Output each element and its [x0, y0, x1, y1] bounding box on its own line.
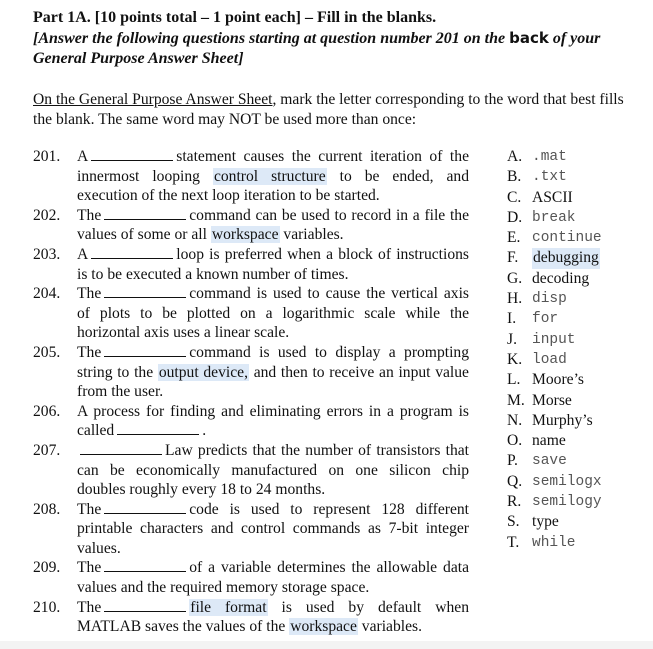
- question-text-segment: The: [77, 285, 102, 303]
- question-item: [33, 500, 469, 559]
- option-word: while: [532, 534, 576, 551]
- question-item: [33, 441, 469, 500]
- question-text-segment: The: [77, 559, 102, 577]
- question-text-segment: The: [77, 343, 102, 361]
- option-word: debugging: [532, 248, 600, 268]
- section-title: Part 1A. [10 points total – 1 point each] – Fill in the blanks.: [33, 9, 437, 26]
- option-letter: I.: [507, 310, 517, 328]
- option-letter: P.: [507, 452, 518, 470]
- question-text-segment: .: [202, 422, 207, 440]
- question-text: [77, 147, 469, 206]
- question-text-segment: of a variable determines the allowable data values and the required memory storage space.: [77, 559, 469, 597]
- question-text: [77, 598, 469, 637]
- option-word: break: [532, 209, 576, 226]
- instruction-emphasis: back: [509, 29, 549, 47]
- option-letter: G.: [507, 269, 523, 287]
- option-item: [507, 309, 602, 329]
- option-word: decoding: [532, 269, 590, 287]
- option-word: semilogy: [532, 494, 602, 511]
- question-text-segment: command is used to cause the vertical axis of plots to be plotted on a logarithmic scale while the horizontal axis uses a linear scale.: [77, 285, 469, 342]
- answer-blank: [117, 422, 199, 435]
- question-text-segment: variables.: [279, 226, 344, 244]
- question-text: [77, 558, 469, 597]
- option-letter: M.: [507, 391, 525, 409]
- directions: [33, 90, 645, 130]
- option-item: [507, 147, 602, 167]
- answer-blank: [104, 599, 186, 612]
- question-text-segment: loop is preferred when a block of instructions is to be executed a known number of times.: [77, 245, 469, 283]
- option-letter: K.: [507, 350, 523, 368]
- option-letter: B.: [507, 168, 522, 186]
- option-letter: S.: [507, 513, 520, 531]
- question-number: 205.: [33, 343, 61, 361]
- option-word: load: [532, 351, 567, 368]
- option-letter: E.: [507, 229, 521, 247]
- instruction-text: [Answer the following questions starting at question number 201 on the: [33, 30, 510, 47]
- answer-blank: [104, 559, 186, 572]
- option-item: [507, 330, 602, 350]
- option-word: .txt: [532, 169, 567, 186]
- question-text-segment: command can be used to record in a file the values of some or all: [77, 206, 469, 244]
- answer-blank: [80, 442, 162, 455]
- option-letter: O.: [507, 432, 523, 450]
- highlighted-term: output device,: [158, 363, 248, 381]
- highlighted-term: file format: [190, 598, 267, 616]
- option-letter: R.: [507, 493, 522, 511]
- option-word: Moore’s: [532, 371, 584, 389]
- option-letter: J.: [507, 330, 517, 348]
- question-text-segment: The: [77, 598, 102, 616]
- question-text-segment: variables.: [357, 618, 422, 636]
- question-text-segment: statement causes the current iteration of the innermost looping: [77, 148, 469, 185]
- option-item: [507, 431, 602, 451]
- option-item: [507, 391, 602, 411]
- option-letter: F.: [507, 249, 519, 267]
- question-text-segment: A process for finding and eliminating errors in a program is called: [77, 402, 469, 440]
- option-letter: T.: [507, 533, 520, 551]
- question-item: [33, 245, 469, 284]
- option-word: save: [532, 453, 567, 470]
- directions-text: , mark the letter corresponding to the word that best fills the blank. The same word may NOT be used more than once:: [33, 91, 624, 128]
- question-text: [77, 441, 469, 500]
- question-number: 206.: [33, 402, 61, 420]
- question-item: [33, 402, 469, 441]
- answer-blank: [104, 207, 186, 220]
- answer-blank: [91, 246, 173, 259]
- question-number: 202.: [33, 206, 61, 224]
- page-edge: [0, 641, 653, 649]
- answer-blank: [104, 285, 186, 298]
- option-item: [507, 451, 602, 471]
- question-number: 209.: [33, 559, 61, 577]
- option-letter: H.: [507, 290, 523, 308]
- option-item: [507, 208, 602, 228]
- option-word: continue: [532, 230, 602, 247]
- question-text-segment: A: [77, 148, 89, 165]
- option-item: [507, 188, 602, 208]
- question-text-segment: code is used to represent 128 different printable characters and control commands as 7-bit integer values.: [77, 500, 469, 557]
- option-word: semilogx: [532, 473, 602, 490]
- option-word: Murphy’s: [532, 411, 593, 429]
- option-word: for: [532, 311, 559, 328]
- question-text-segment: A: [77, 245, 89, 263]
- option-letter: L.: [507, 371, 521, 389]
- option-item: [507, 289, 602, 309]
- option-letter: A.: [507, 148, 523, 165]
- highlighted-term: workspace: [290, 618, 357, 636]
- option-letter: N.: [507, 411, 523, 429]
- option-item: [507, 228, 602, 248]
- option-item: [507, 248, 602, 268]
- question-text-segment: The: [77, 206, 102, 224]
- question-number: 210.: [33, 598, 61, 616]
- instructions: [33, 28, 643, 69]
- highlighted-term: control structure: [213, 167, 326, 185]
- option-word: .mat: [532, 149, 567, 165]
- answer-blank: [104, 344, 186, 357]
- option-item: [507, 167, 602, 187]
- option-letter: Q.: [507, 472, 523, 490]
- option-item: [507, 472, 602, 492]
- option-item: [507, 533, 602, 553]
- question-item: [33, 284, 469, 343]
- option-letter: C.: [507, 188, 522, 206]
- option-item: [507, 411, 602, 431]
- option-item: [507, 512, 602, 532]
- answer-options: [507, 147, 602, 553]
- question-number: 201.: [33, 148, 61, 165]
- question-number: 208.: [33, 500, 61, 518]
- question-text-segment: to be ended, and execution of the next loop iteration to be started.: [77, 167, 470, 205]
- option-item: [507, 492, 602, 512]
- question-text: [77, 500, 469, 559]
- answer-blank: [91, 148, 173, 161]
- question-item: [33, 206, 469, 245]
- option-word: name: [532, 432, 566, 450]
- option-word: type: [532, 513, 559, 531]
- option-item: [507, 370, 602, 390]
- highlighted-term: workspace: [211, 226, 279, 244]
- question-text: [77, 245, 469, 284]
- question-text: [77, 206, 469, 245]
- question-item: [33, 343, 469, 402]
- option-item: [507, 350, 602, 370]
- question-text-segment: The: [77, 500, 102, 518]
- question-text-segment: and then to receive an input value from the user.: [77, 363, 469, 401]
- question-item: [33, 598, 469, 637]
- question-text-segment: command is used to display a prompting string to the: [77, 343, 469, 381]
- question-text: [77, 343, 469, 402]
- question-item: [33, 558, 469, 597]
- question-text: [77, 402, 469, 441]
- question-text-segment: Law predicts that the number of transistors that can be economically manufactured on one silicon chip doubles roughly every 18 to 24 months.: [77, 441, 469, 499]
- answer-sheet-reference: On the General Purpose Answer Sheet: [33, 91, 273, 108]
- instruction-text-end: of your General Purpose Answer Sheet]: [33, 30, 601, 67]
- question-item: [33, 147, 469, 206]
- answer-blank: [104, 501, 186, 514]
- question-text-segment: is used by default when MATLAB saves the values of the: [77, 598, 470, 636]
- question-number: 207.: [33, 441, 61, 459]
- option-word: input: [532, 331, 576, 348]
- question-number: 204.: [33, 285, 61, 303]
- option-letter: D.: [507, 208, 523, 226]
- option-word: Morse: [532, 391, 572, 409]
- question-number: 203.: [33, 245, 61, 263]
- question-text: [77, 284, 469, 343]
- option-item: [507, 269, 602, 289]
- option-word: disp: [532, 291, 567, 308]
- question-list: [33, 147, 469, 637]
- option-word: ASCII: [532, 188, 573, 206]
